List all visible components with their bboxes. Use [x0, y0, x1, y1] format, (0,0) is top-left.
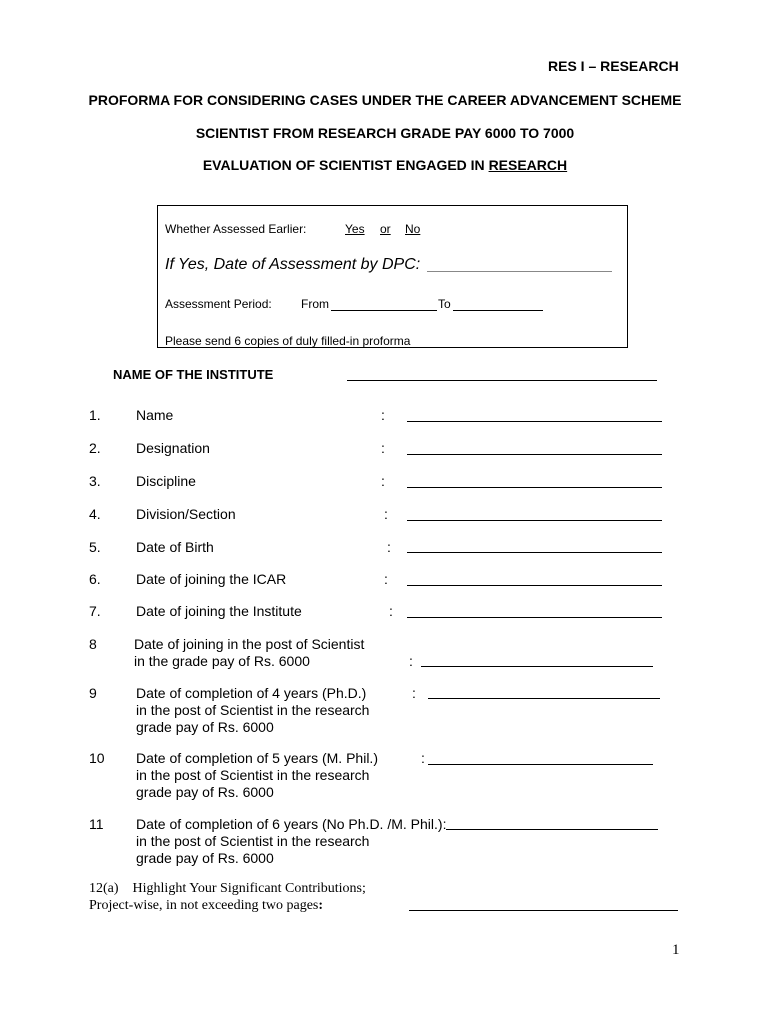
mphil-completion-label: Date of completion of 5 years (M. Phil.): [136, 750, 378, 766]
contributions-label: 12(a) Highlight Your Significant Contributions;: [89, 881, 366, 896]
evaluation-heading: [0, 157, 770, 173]
no-phd-completion-label-3: grade pay of Rs. 6000: [136, 850, 274, 866]
designation-label: Designation: [136, 440, 210, 456]
scientist-post-joining-field[interactable]: [421, 666, 653, 667]
no-phd-completion-label: Date of completion of 6 years (No Ph.D. /M. Phil.):: [136, 816, 447, 832]
icar-joining-label: Date of joining the ICAR: [136, 571, 287, 587]
phd-completion-field[interactable]: [428, 698, 660, 699]
contributions-label-2: [89, 898, 323, 914]
assessment-period-label: Assessment Period:: [165, 297, 272, 311]
colon: :: [384, 571, 388, 587]
discipline-field[interactable]: [407, 487, 662, 488]
name-field[interactable]: [407, 421, 662, 422]
institute-field[interactable]: [347, 380, 657, 381]
no-phd-completion-label-2: in the post of Scientist in the research: [136, 833, 370, 849]
date-of-birth-label: Date of Birth: [136, 539, 214, 555]
period-from-field[interactable]: [331, 310, 437, 311]
item-number: 2.: [89, 440, 101, 456]
item-number: 11: [89, 816, 104, 832]
period-from-label: From: [301, 297, 329, 311]
assessed-earlier-label: Whether Assessed Earlier:: [165, 222, 307, 236]
item-number: 3.: [89, 473, 101, 489]
contributions-label-2-text: Project-wise, in not exceeding two pages: [89, 898, 319, 913]
page-number: 1: [672, 942, 680, 958]
form-title: PROFORMA FOR CONSIDERING CASES UNDER THE CAREER ADVANCEMENT SCHEME: [88, 92, 682, 108]
institute-joining-label: Date of joining the Institute: [136, 603, 302, 619]
evaluation-heading-emphasis: RESEARCH: [488, 157, 568, 173]
colon: :: [318, 898, 324, 913]
institute-joining-field[interactable]: [407, 617, 662, 618]
phd-completion-label-2: in the post of Scientist in the research: [136, 702, 370, 718]
item-number: 9: [89, 685, 97, 701]
mphil-completion-label-3: grade pay of Rs. 6000: [136, 784, 274, 800]
item-number: 10: [89, 750, 105, 766]
colon: :: [381, 473, 385, 489]
scientist-post-joining-label: Date of joining in the post of Scientist: [134, 636, 365, 652]
colon: :: [421, 750, 425, 766]
dpc-date-field[interactable]: [427, 271, 612, 272]
no-phd-completion-field[interactable]: [446, 829, 658, 830]
dpc-date-label: If Yes, Date of Assessment by DPC:: [165, 256, 421, 273]
date-of-birth-field[interactable]: [407, 552, 662, 553]
phd-completion-label-3: grade pay of Rs. 6000: [136, 719, 274, 735]
mphil-completion-label-2: in the post of Scientist in the research: [136, 767, 370, 783]
copies-note: Please send 6 copies of duly filled-in proforma: [165, 334, 411, 348]
division-section-field[interactable]: [407, 520, 662, 521]
division-section-label: Division/Section: [136, 506, 236, 522]
period-to-field[interactable]: [453, 310, 543, 311]
item-number: 5.: [89, 539, 101, 555]
phd-completion-label: Date of completion of 4 years (Ph.D.): [136, 685, 367, 701]
form-subtitle: SCIENTIST FROM RESEARCH GRADE PAY 6000 TO 7000: [195, 125, 575, 141]
item-number: 6.: [89, 571, 101, 587]
evaluation-heading-prefix: EVALUATION OF SCIENTIST ENGAGED IN: [202, 157, 489, 173]
colon: :: [381, 407, 385, 423]
form-code: RES I – RESEARCH: [548, 58, 679, 74]
colon: :: [409, 653, 413, 669]
assessed-no-option[interactable]: No: [405, 222, 421, 236]
item-number: 8: [89, 636, 97, 652]
designation-field[interactable]: [407, 454, 662, 455]
icar-joining-field[interactable]: [407, 585, 662, 586]
item-number: 4.: [89, 506, 101, 522]
colon: :: [381, 440, 385, 456]
discipline-label: Discipline: [136, 473, 196, 489]
mphil-completion-field[interactable]: [428, 764, 653, 765]
assessed-or-text: or: [380, 222, 391, 236]
colon: :: [387, 539, 391, 555]
item-number: 7.: [89, 603, 101, 619]
name-label: Name: [136, 407, 174, 423]
item-number: 1.: [89, 407, 101, 423]
institute-label: NAME OF THE INSTITUTE: [113, 367, 274, 382]
period-to-label: To: [438, 297, 451, 311]
contributions-field[interactable]: [409, 910, 678, 911]
assessed-yes-option[interactable]: Yes: [345, 222, 365, 236]
colon: :: [389, 603, 393, 619]
colon: :: [384, 506, 388, 522]
colon: :: [412, 685, 416, 701]
scientist-post-joining-label-2: in the grade pay of Rs. 6000: [134, 653, 310, 669]
